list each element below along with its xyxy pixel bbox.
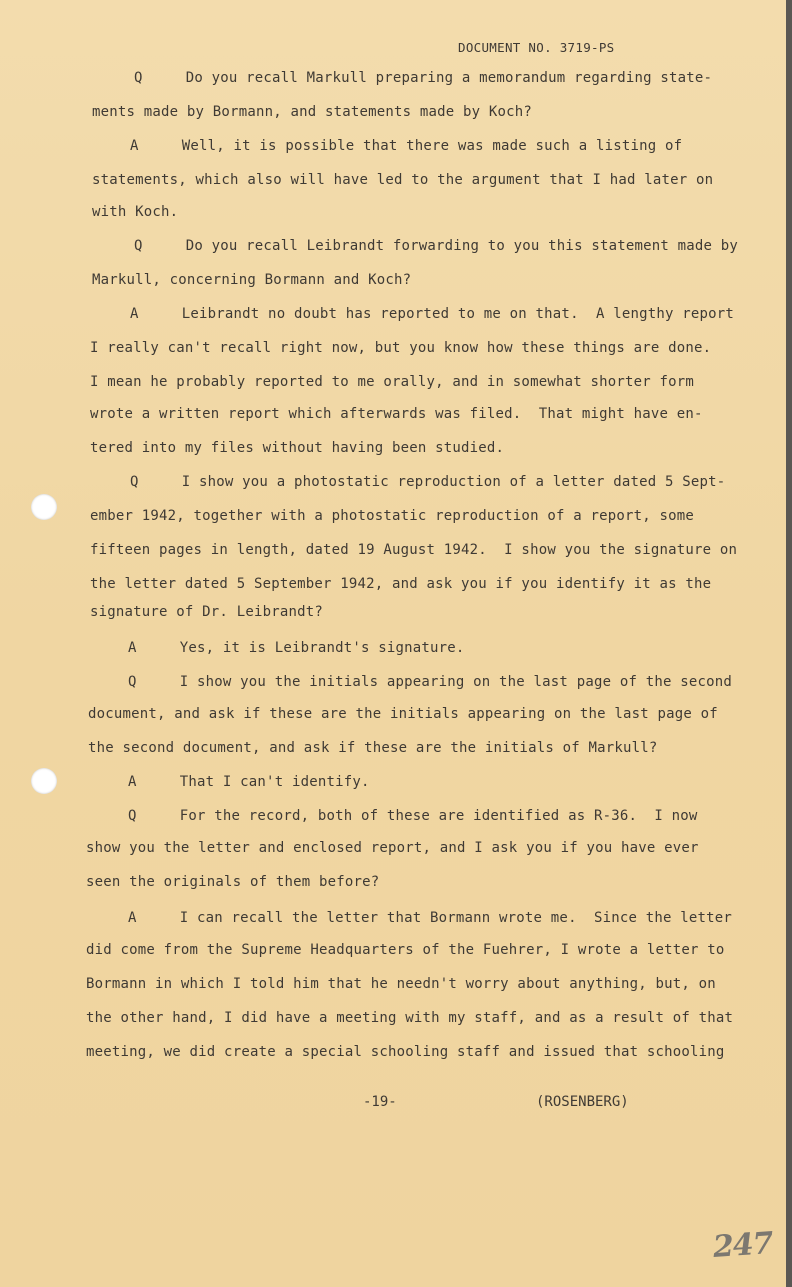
text-line: Q Do you recall Leibrandt forwarding to you this statement made by <box>134 238 739 254</box>
text-line: Markull, concerning Bormann and Koch? <box>92 272 412 288</box>
text-line: the letter dated 5 September 1942, and ask you if you identify it as the <box>90 576 712 592</box>
text-line: meeting, we did create a special schooling staff and issued that schooling <box>86 1044 725 1060</box>
text-line: seen the originals of them before? <box>86 874 380 890</box>
text-line: the second document, and ask if these are the initials of Markull? <box>88 740 658 756</box>
text-line: Q For the record, both of these are identified as R-36. I now <box>128 808 698 824</box>
text-line: the other hand, I did have a meeting with my staff, and as a result of that <box>86 1010 734 1026</box>
text-line: tered into my files without having been studied. <box>90 440 505 456</box>
text-line: with Koch. <box>92 204 179 220</box>
page-number: -19- <box>363 1094 397 1110</box>
text-line: A Well, it is possible that there was made such a listing of <box>130 138 683 154</box>
text-line: Bormann in which I told him that he needn't worry about anything, but, on <box>86 976 716 992</box>
text-line: A Leibrandt no doubt has reported to me on that. A lengthy report <box>130 306 735 322</box>
handwritten-page-number: 247 <box>711 1225 774 1266</box>
text-line: Q I show you the initials appearing on the last page of the second <box>128 674 733 690</box>
text-line: A I can recall the letter that Bormann wrote me. Since the letter <box>128 910 733 926</box>
witness-name: (ROSENBERG) <box>536 1094 629 1110</box>
text-line: document, and ask if these are the initials appearing on the last page of <box>88 706 718 722</box>
text-line: A That I can't identify. <box>128 774 370 790</box>
text-line: Q Do you recall Markull preparing a memorandum regarding state- <box>134 70 713 86</box>
punch-hole <box>31 494 57 520</box>
text-line: ember 1942, together with a photostatic reproduction of a report, some <box>90 508 695 524</box>
text-line: Q I show you a photostatic reproduction of a letter dated 5 Sept- <box>130 474 726 490</box>
text-line: signature of Dr. Leibrandt? <box>90 604 323 620</box>
text-line: did come from the Supreme Headquarters of the Fuehrer, I wrote a letter to <box>86 942 725 958</box>
scan-edge <box>786 0 792 1287</box>
text-line: show you the letter and enclosed report, and I ask you if you have ever <box>86 840 699 856</box>
text-line: I mean he probably reported to me orally, and in somewhat shorter form <box>90 374 695 390</box>
text-line: A Yes, it is Leibrandt's signature. <box>128 640 465 656</box>
text-line: ments made by Bormann, and statements made by Koch? <box>92 104 533 120</box>
text-line: wrote a written report which afterwards was filed. That might have en- <box>90 406 703 422</box>
text-line: I really can't recall right now, but you know how these things are done. <box>90 340 712 356</box>
document-number: DOCUMENT NO. 3719-PS <box>458 40 615 55</box>
text-line: statements, which also will have led to the argument that I had later on <box>92 172 714 188</box>
punch-hole <box>31 768 57 794</box>
text-line: fifteen pages in length, dated 19 August 1942. I show you the signature on <box>90 542 738 558</box>
